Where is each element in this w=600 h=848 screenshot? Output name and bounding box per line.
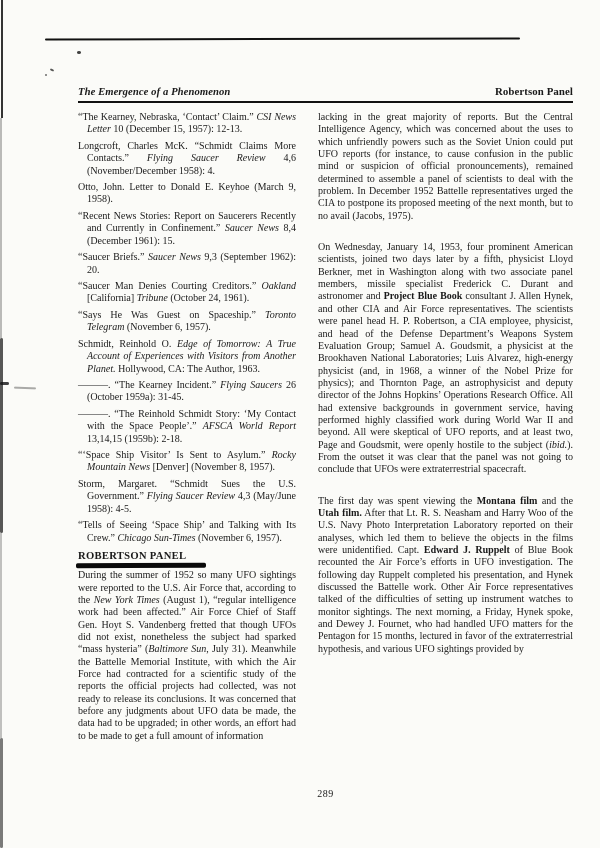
scan-edge-mark bbox=[0, 338, 3, 533]
scan-speck bbox=[50, 68, 54, 72]
bibliography-entry: Longcroft, Charles McK. “Schmidt Claims More Contacts.” Flying Saucer Review 4,6 (November/December 1958): 4. bbox=[78, 140, 296, 177]
bibliography-entry: “Tells of Seeing ‘Space Ship’ and Talking with Its Crew.” Chicago Sun-Times (November 6, 1957). bbox=[78, 520, 296, 544]
scan-top-line bbox=[45, 38, 520, 41]
running-head-book-title: The Emergence of a Phenomenon bbox=[78, 87, 231, 98]
bibliography-entry: “Saucer Briefs.” Saucer News 9,3 (September 1962): 20. bbox=[78, 252, 296, 276]
bibliography-entry: “The Kearney, Nebraska, ‘Contact’ Claim.” CSI News Letter 10 (December 15, 1957): 12-13. bbox=[78, 112, 296, 136]
scan-edge-mark bbox=[0, 118, 2, 338]
bibliography-entry: Otto, John. Letter to Donald E. Keyhoe (March 9, 1958). bbox=[78, 182, 296, 206]
text-block bbox=[78, 112, 573, 743]
bibliography-entry: Storm, Margaret. “Schmidt Sues the U.S. Government.” Flying Saucer Review 4,3 (May/June 1958): 4-5. bbox=[78, 479, 296, 515]
bibliography-entry: Schmidt, Reinhold O. Edge of Tomorrow: A True Account of Experiences with Visitors from Another Planet. Hollywood, CA: The Author, 1963. bbox=[78, 338, 296, 375]
bibliography-entry: “Says He Was Guest on Spaceship.” Toronto Telegram (November 6, 1957). bbox=[78, 309, 296, 334]
bibliography-entry: “Recent News Stories: Report on Saucerers Recently and Currently in Confinement.” Saucer News 8,4 (December 1961): 15. bbox=[78, 210, 296, 247]
running-head-entry-title: Robertson Panel bbox=[495, 86, 573, 98]
scan-edge-mark bbox=[1, 0, 3, 118]
scan-speck bbox=[77, 51, 81, 54]
scan-edge-mark bbox=[0, 533, 2, 738]
scan-edge-mark bbox=[0, 738, 3, 848]
section-heading: ROBERTSON PANEL bbox=[78, 550, 187, 562]
entry-paragraph: During the summer of 1952 so many UFO sightings were reported to the U.S. Air Force that, according to the New York Times (August 1), “regular intelligence work had been affected.” Air Force Chief of Staff Gen. Hoyt S. Vandenberg fretted that though UFOs did not exist, nonetheless the subject had sparked “mass hysteria” (Baltimore Sun, July 31). Meanwhile the Battelle Memorial Institute, with which the Air Force had contracted for a scientific study of the reports the official projects had collected, was not ready to release its conclusions. It was concerned that before any judgments about UFO data be made, the data had to be upgraded; in other words, an effort had to be made to get a full amount of information bbox=[78, 570, 297, 742]
page-number: 289 bbox=[317, 789, 334, 800]
bibliography-entry: “Saucer Man Denies Courting Creditors.” Oakland [California] Tribune (October 24, 1961). bbox=[78, 281, 296, 305]
bibliography-entry: ———. “The Reinhold Schmidt Story: ‘My Contact with the Space People’.” AFSCA World Report 13,14,15 (1959b): 2-18. bbox=[78, 408, 296, 445]
left-column bbox=[78, 112, 296, 743]
running-head bbox=[78, 86, 573, 103]
scan-speck bbox=[45, 74, 47, 76]
heading-heavy-underline bbox=[76, 563, 206, 568]
body-paragraph: The first day was spent viewing the Montana film and the Utah film. After that Lt. R. S. Neasham and Harry Woo of the U.S. Navy Photo Interpretation Laboratory reported on their analyses, which led them to believe the objects in the films were unidentified. Capt. Edward J. Ruppelt of Blue Book recounted the Air Force’s efforts in UFO investigation. The following day Ruppelt completed his presentation, and Hynek discussed the Battelle work. Other Air Force representatives talked of the difficulties of setting up instrument watches to monitor sightings. The next morning, a Friday, Hynek spoke, and Dewey J. Fournet, who had handled UFO matters for the Pentagon for 15 months, lectured in favor of the extraterrestrial hypothesis, and various UFO sightings provided by bbox=[318, 495, 574, 655]
body-paragraph: On Wednesday, January 14, 1953, four prominent American scientists, joined two days later by a fifth, physicist Lloyd Berkner, met in Washington along with two associate panel members, missile specialist Frederick C. Durant and astronomer and Project Blue Book consultant J. Allen Hynek, and other CIA and Air Force representatives. The scientists were panel head H. P. Robertson, a CIA employee, physicist, and head of the Defense Department’s Weapons System Evaluation Group; Samuel A. Goudsmit, a physicist at the Brookhaven National Laboratories; Luis Alvarez, high-energy physicist (and, in 1968, a winner of the Nobel Prize for physics); and Thornton Page, an astrophysicist and deputy director of the Johns Hopkins’ Operations Research Office. All had extensive backgrounds in government service, having performed highly classified work during World War II and beyond. All were skeptical of UFO reports, and at least two, Page and Goudsmit, were openly hostile to the subject (ibid.). From the outset it was clear that the panel was not going to conclude that UFOs were extraterrestrial spacecraft. bbox=[318, 242, 573, 476]
scan-margin-smudge bbox=[14, 387, 36, 390]
scan-margin-smudge bbox=[0, 382, 9, 385]
right-column bbox=[318, 112, 573, 743]
bibliography-entry: ———. “The Kearney Incident.” Flying Saucers 26 (October 1959a): 31-45. bbox=[78, 380, 296, 404]
body-paragraph: lacking in the great majority of reports. But the Central Intelligence Agency, which was concerned about the uses to which unfriendly powers such as the Soviet Union could put UFO reports (for instance, to cause confusion in the public mind or suspicion of official pronouncements), remained determined to assemble a panel of scientists to deal with the problem. In December 1952 Battelle representatives urged the CIA to postpone its proposed meeting of the next month, but to no avail (Jacobs, 1975). bbox=[318, 112, 573, 222]
bibliography-entry: “‘Space Ship Visitor’ Is Sent to Asylum.” Rocky Mountain News [Denver] (November 8, 1957). bbox=[78, 450, 296, 474]
section-heading-block bbox=[78, 550, 296, 568]
